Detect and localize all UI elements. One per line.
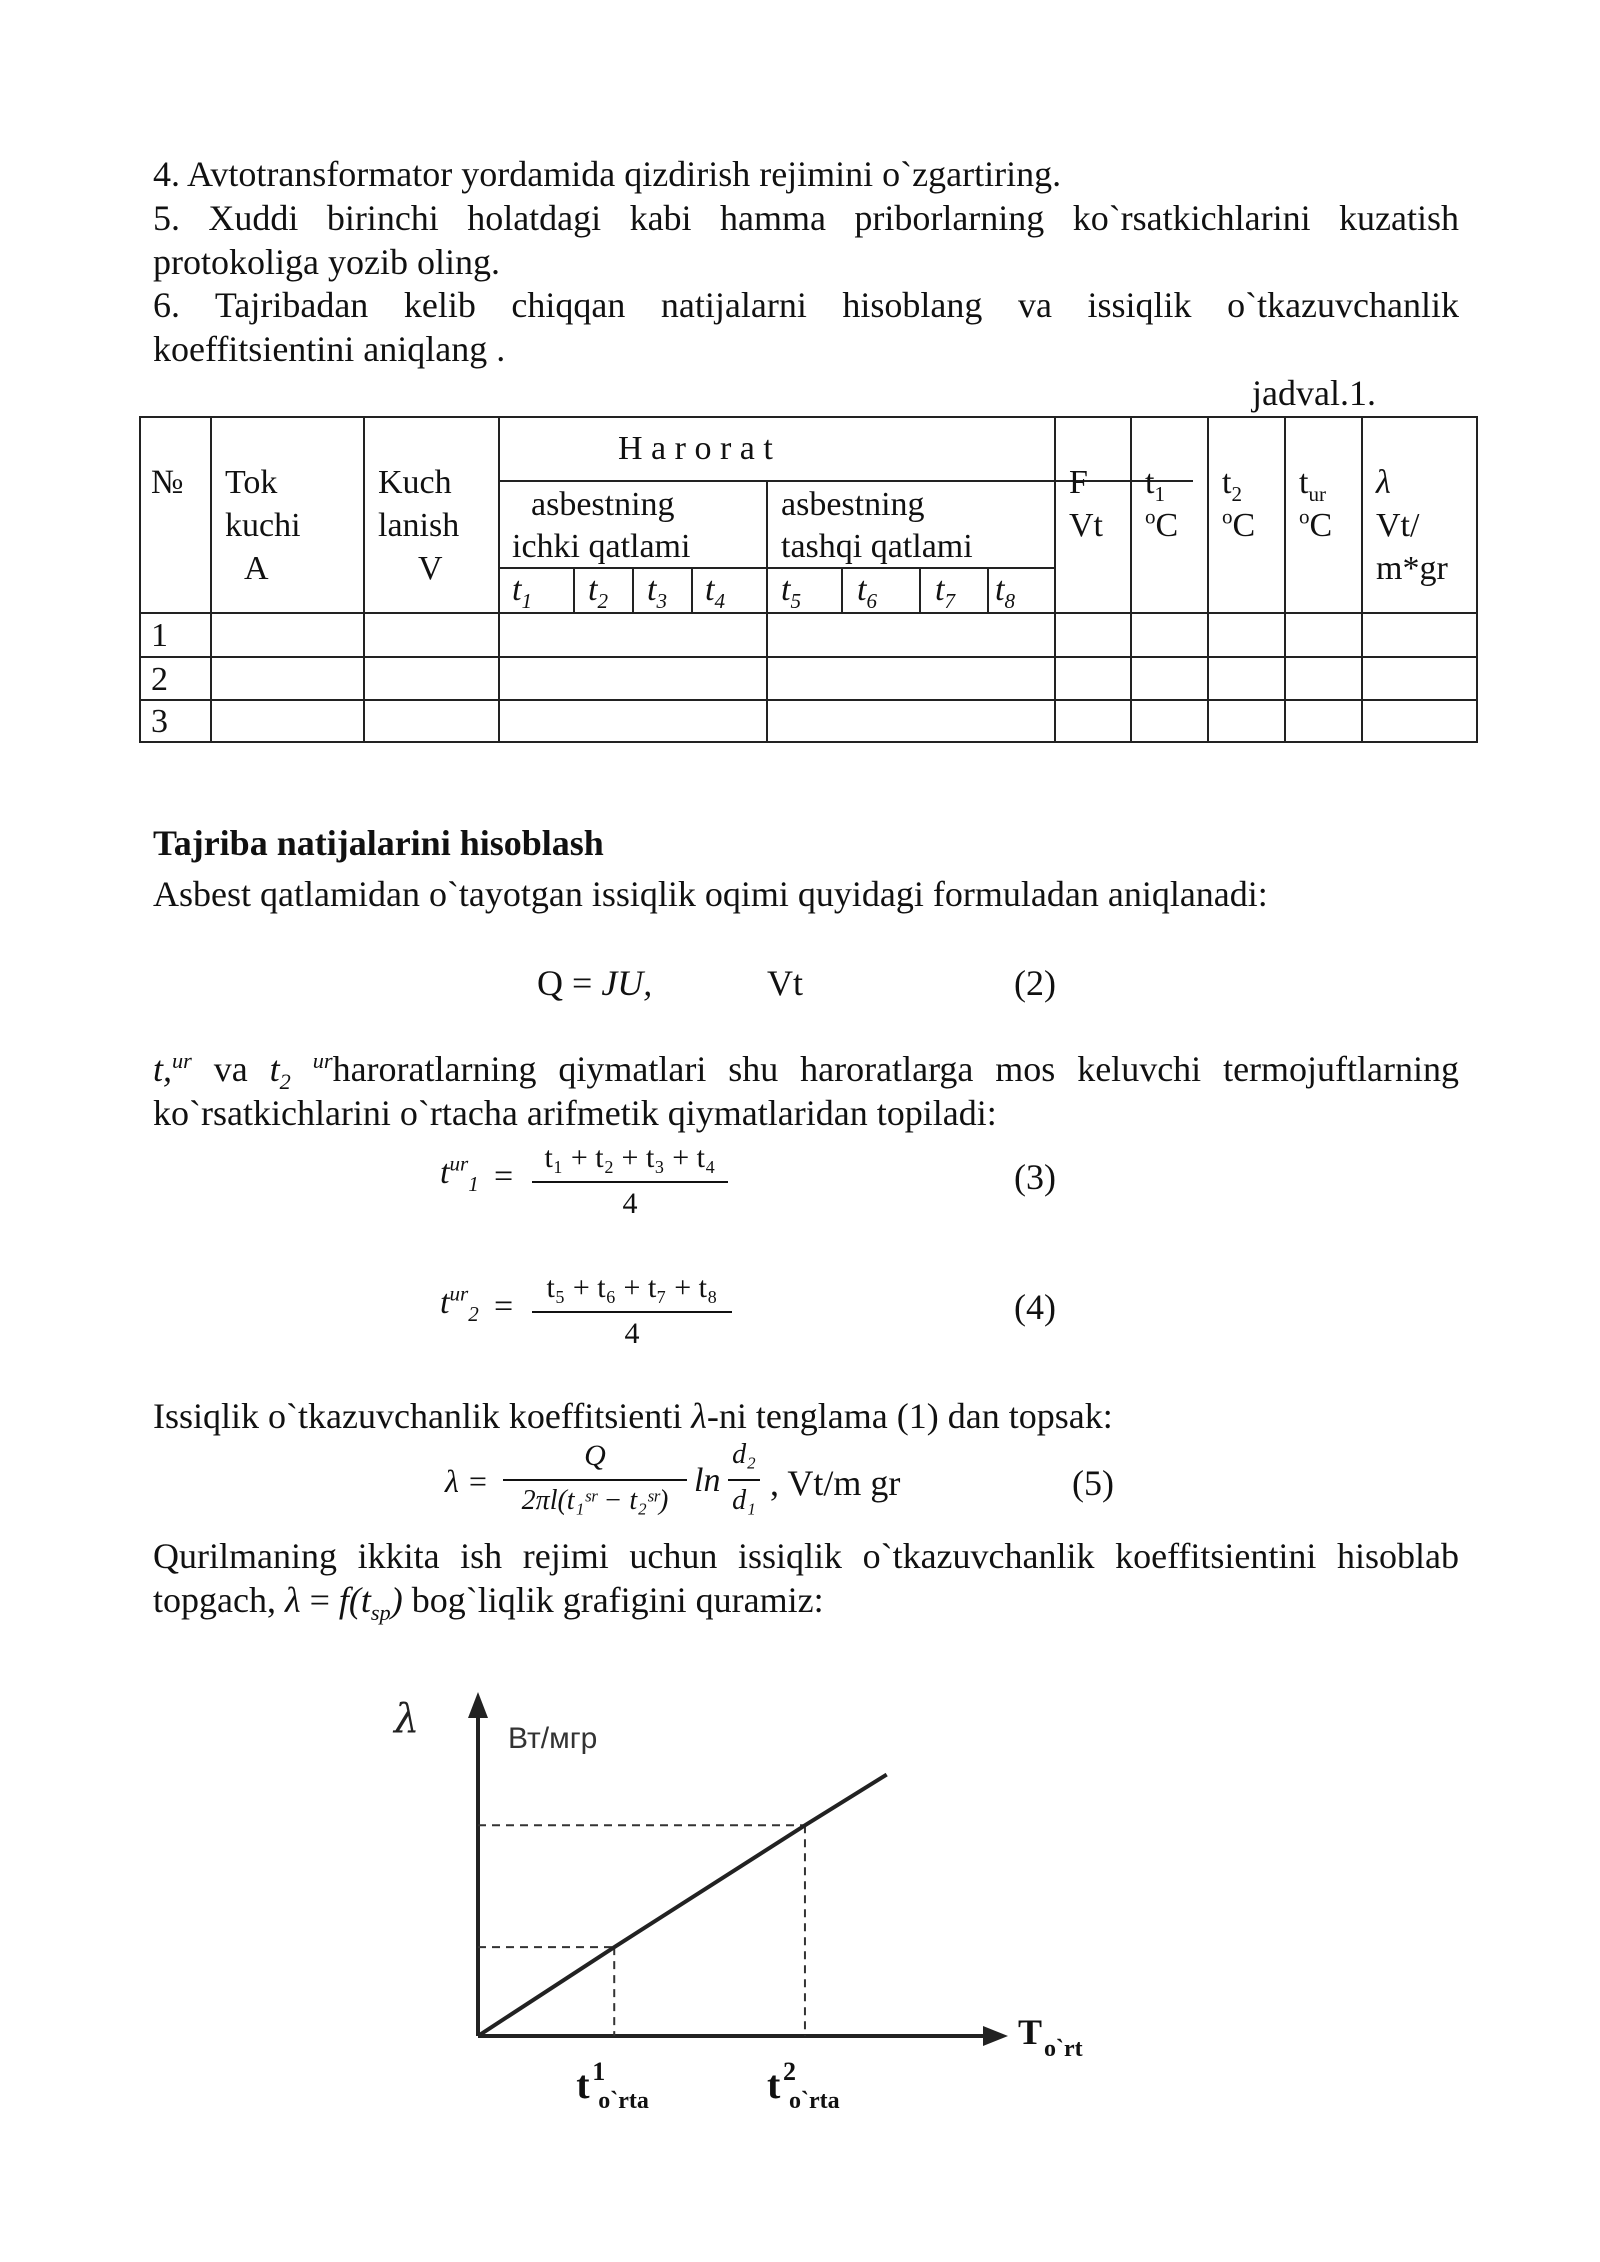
col-t2-unit: $^o$C	[1222, 504, 1256, 544]
x-tick-label-2: t	[766, 2062, 781, 2107]
col-tok-line3: A	[244, 550, 269, 587]
paragraph-lambda: Issiqlik o`tkazuvchanlik koeffitsienti λ-ni tenglama (1) dan topsak:	[153, 1396, 1113, 1436]
sub-t5: $t_5$	[781, 571, 801, 613]
col-tok-line2: kuchi	[225, 507, 301, 544]
fraction-bar	[503, 1479, 687, 1481]
table-border	[139, 741, 1478, 743]
row-number: 2	[151, 661, 168, 698]
formula-4-number: (4)	[1014, 1287, 1056, 1327]
step-6-line2: koeffitsientini aniqlang .	[153, 329, 506, 369]
formula-2-unit: Vt	[767, 963, 803, 1003]
table-border	[987, 567, 989, 612]
table-border	[1284, 416, 1286, 743]
step-6-line1: 6. Tajribadan kelib chiqqan natijalarni hisoblang va issiqlik o`tkazuvchanlik	[153, 285, 1459, 325]
formula-3-number: (3)	[1014, 1157, 1056, 1197]
formula-3-numerator: t₁ + t₂ + t₃ + t₄	[544, 1141, 716, 1174]
col-F-line2: Vt	[1069, 507, 1103, 544]
col-lambda-unit2: m*gr	[1376, 550, 1448, 587]
paragraph-flux: Asbest qatlamidan o`tayotgan issiqlik oqimi quyidagi formuladan aniqlanadi:	[153, 874, 1268, 914]
table-border	[498, 416, 500, 743]
formula-4-denominator: 4	[624, 1317, 640, 1350]
table-border	[919, 567, 921, 612]
outer-layer-line2: tashqi qatlami	[781, 528, 973, 565]
step-5-line2: protokoliga yozib oling.	[153, 242, 500, 282]
table-border	[139, 416, 1478, 418]
col-tur-unit: $^o$C	[1299, 504, 1333, 544]
formula-5-lhs: λ =	[445, 1463, 489, 1499]
x-tick-label-1: t	[576, 2062, 590, 2107]
table-border	[573, 567, 575, 612]
inner-layer-line2: ichki qatlami	[512, 528, 691, 565]
x-axis-arrow	[983, 2026, 1008, 2046]
x-tick-sup-1: 1	[592, 2057, 606, 2086]
col-harorat-header: H a r o r a t	[618, 430, 773, 467]
sub-t3: $t_3$	[647, 571, 667, 613]
table-border	[1054, 416, 1056, 743]
formula-5-unit: , Vt/m gr	[770, 1463, 901, 1503]
fraction-bar	[532, 1311, 732, 1313]
table-border	[1476, 416, 1478, 743]
fraction-bar	[728, 1479, 760, 1481]
formula-3-denominator: 4	[622, 1187, 638, 1220]
section-heading: Tajriba natijalarini hisoblash	[153, 823, 604, 863]
col-t1-unit: $^o$C	[1145, 504, 1179, 544]
col-F-line1: F	[1069, 464, 1088, 501]
table-border	[139, 656, 1478, 658]
table-border	[691, 567, 693, 612]
formula-3-eq: =	[494, 1158, 514, 1195]
sub-t2: $t_2$	[588, 571, 608, 613]
sub-t1: $t_1$	[512, 571, 532, 613]
formula-5-denominator: 2πl(t₁ˢʳ − t₂ˢʳ)	[521, 1485, 669, 1516]
col-t2-header: $t_2$	[1222, 464, 1242, 506]
formula-4-lhs: $t^{ur}_2$	[440, 1281, 479, 1326]
row-number: 1	[151, 617, 168, 654]
table-border	[210, 416, 212, 743]
col-kuch-line2: lanish	[378, 507, 460, 544]
formula-5-numerator: Q	[584, 1439, 606, 1472]
step-4: 4. Avtotransformator yordamida qizdirish rejimini o`zgartiring.	[153, 154, 1062, 194]
formula-4-eq: =	[494, 1288, 514, 1325]
step-5-line1: 5. Xuddi birinchi holatdagi kabi hamma priborlarning ko`rsatkichlarini kuzatish	[153, 198, 1459, 238]
col-t1-header: $t_1$	[1145, 464, 1165, 506]
paragraph-graph-line2: topgach, $\lambda = f(t_{sp})$ bog`liqlik grafigini quramiz:	[153, 1580, 824, 1626]
outer-layer-line1: asbestning	[781, 486, 925, 523]
table-border	[632, 567, 634, 612]
formula-4-numerator: t₅ + t₆ + t₇ + t₈	[546, 1271, 718, 1304]
sub-t8: $t_8$	[995, 571, 1015, 613]
x-axis-label: T	[1018, 2012, 1043, 2052]
table-border	[363, 416, 365, 743]
results-table	[139, 416, 1478, 743]
table-border	[1207, 416, 1209, 743]
col-lambda-symbol: λ	[1376, 464, 1391, 501]
series-line	[478, 1775, 887, 2036]
table-border	[139, 416, 141, 743]
formula-5-d2: d₂	[732, 1439, 756, 1470]
inner-layer-line1: asbestning	[531, 486, 675, 523]
row-number: 3	[151, 703, 168, 740]
paragraph-temps-line2: ko`rsatkichlarini o`rtacha arifmetik qiymatlaridan topiladi:	[153, 1093, 997, 1133]
y-axis-arrow	[468, 1692, 488, 1718]
paragraph-graph-line1: Qurilmaning ikkita ish rejimi uchun issiqlik o`tkazuvchanlik koeffitsientini hisoblab	[153, 1536, 1459, 1576]
y-axis-label: Вт/мгр	[508, 1722, 598, 1755]
table-border	[1130, 416, 1132, 743]
col-kuch-line3: V	[418, 550, 443, 587]
formula-2-number: (2)	[1014, 963, 1056, 1003]
table-border	[139, 612, 1478, 614]
formula-3-lhs: $t^{ur}_1$	[440, 1151, 479, 1196]
sub-t7: $t_7$	[935, 571, 955, 613]
fraction-bar	[532, 1181, 728, 1183]
formula-2: Q = JU,	[537, 963, 653, 1003]
table-border	[1361, 416, 1363, 743]
table-border	[498, 480, 1193, 482]
col-tur-header: $t_{ur}$	[1299, 464, 1327, 506]
x-axis-label-sub: o`rt	[1044, 2036, 1083, 2062]
x-tick-sub-2: o`rta	[788, 2088, 840, 2114]
col-tok-line1: Tok	[225, 464, 278, 501]
col-kuch-line1: Kuch	[378, 464, 452, 501]
formula-5-number: (5)	[1072, 1463, 1114, 1503]
formula-5-d1: d₁	[732, 1485, 756, 1516]
col-no-header: №	[151, 464, 184, 501]
col-lambda-unit1: Vt/	[1376, 507, 1420, 544]
sub-t6: $t_6$	[857, 571, 877, 613]
lambda-temperature-chart	[380, 1680, 1140, 2120]
table-caption: jadval.1.	[1252, 373, 1376, 413]
formula-5-ln: ln	[694, 1462, 721, 1499]
paragraph-temps-line1: t,$^{ur}$ va $t_2$ $^{ur}$haroratlarning qiymatlari shu haroratlarga mos keluvchi termojuftlarning	[153, 1048, 1460, 1095]
x-tick-sup-2: 2	[782, 2057, 796, 2086]
table-border	[841, 567, 843, 612]
x-tick-sub-1: o`rta	[598, 2088, 649, 2114]
y-axis-symbol: λ	[394, 1696, 420, 1742]
table-border	[766, 480, 768, 743]
sub-t4: $t_4$	[705, 571, 725, 613]
table-border	[139, 699, 1478, 701]
